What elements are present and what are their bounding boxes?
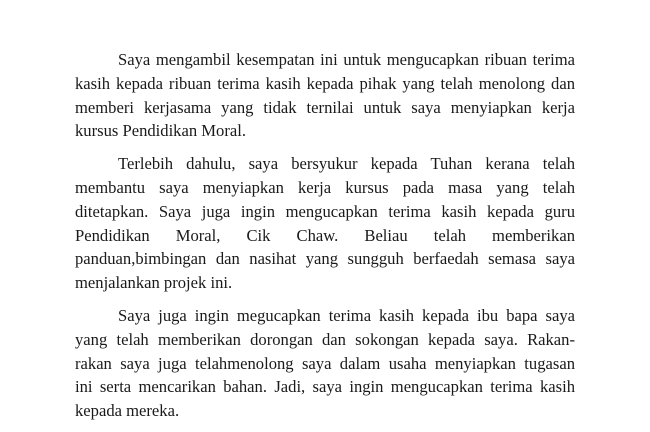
text-line: Terlebih dahulu, saya bersyukur kepada Tuhan kerana telah — [118, 154, 575, 174]
paragraph-1 — [75, 48, 575, 143]
text-line: kursus Pendidikan Moral. — [75, 121, 246, 141]
text-line: ini serta mencarikan bahan. Jadi, saya ingin mengucapkan terima kasih — [75, 377, 575, 397]
text-line: kasih kepada ribuan terima kasih kepada pihak yang telah menolong dan — [75, 73, 575, 93]
text-line: membantu saya menyiapkan kerja kursus pada masa yang telah — [75, 177, 575, 197]
text-line: kepada mereka. — [75, 401, 180, 421]
text-line: yang telah memberikan dorongan dan sokongan kepada saya. Rakan- — [75, 329, 575, 349]
text-line: Saya mengambil kesempatan ini untuk mengucapkan ribuan terima — [118, 50, 575, 69]
paragraph-2 — [75, 152, 575, 295]
text-line: ditetapkan. Saya juga ingin mengucapkan terima kasih kepada guru — [75, 201, 575, 221]
text-line: rakan saya juga telahmenolong saya dalam usaha menyiapkan tugasan — [75, 353, 575, 373]
acknowledgement-text — [75, 48, 575, 432]
text-line: panduan,bimbingan dan nasihat yang sungguh berfaedah semasa saya — [75, 249, 575, 269]
text-line: menjalankan projek ini. — [75, 273, 233, 293]
paragraph-3 — [75, 304, 575, 423]
text-line: Saya juga ingin megucapkan terima kasih kepada ibu bapa saya — [118, 305, 575, 325]
text-line: Pendidikan Moral, Cik Chaw. Beliau telah memberikan — [75, 225, 575, 245]
text-line: memberi kerjasama yang tidak ternilai untuk saya menyiapkan kerja — [75, 97, 575, 117]
